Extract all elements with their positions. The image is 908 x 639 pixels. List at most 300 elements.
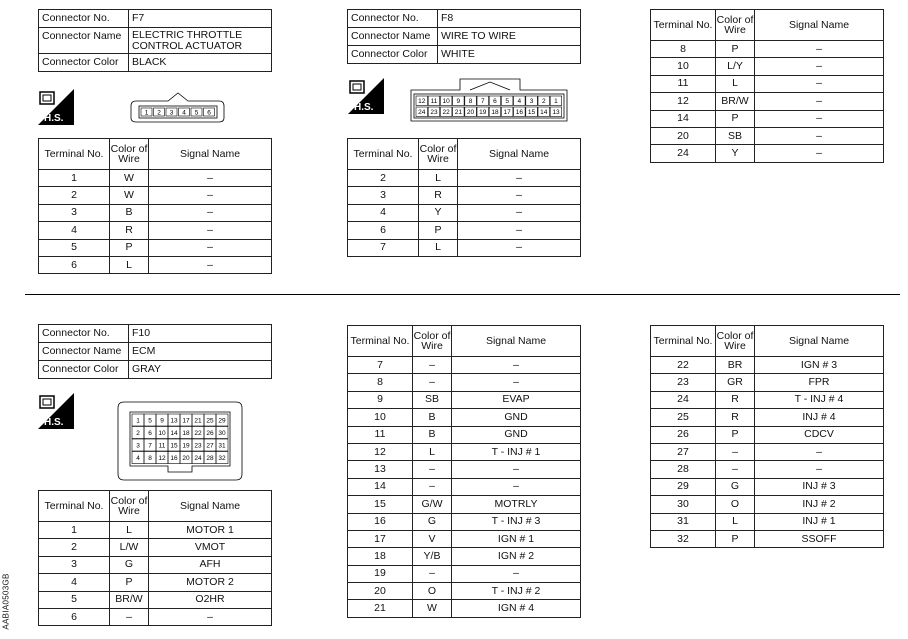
f8-connector-name: WIRE TO WIRE [438, 28, 581, 46]
table-row [348, 239, 581, 256]
table-row [651, 41, 884, 58]
wire-color-cell: P [716, 41, 755, 58]
terminal-no-cell: 19 [348, 565, 413, 582]
wire-color-cell: P [716, 530, 755, 547]
terminal-no-cell: 4 [39, 574, 110, 591]
f8-connector-face [410, 76, 568, 127]
header-terminal-no: Terminal No. [348, 326, 413, 357]
pin-number: 3 [136, 442, 140, 450]
figure-code: AABIA0503GB [1, 573, 11, 630]
pin-number: 31 [218, 442, 226, 450]
signal-name-cell: O2HR [149, 591, 272, 608]
wire-color-cell: Y/B [413, 548, 452, 565]
pin-number: 4 [517, 98, 522, 106]
signal-name-cell: – [755, 443, 884, 460]
terminal-no-cell: 2 [348, 170, 419, 187]
table-row [39, 239, 272, 256]
signal-name-cell: – [458, 204, 581, 221]
terminal-no-cell: 27 [651, 443, 716, 460]
pin-number: 4 [182, 109, 186, 117]
wire-color-cell: L [110, 522, 149, 539]
terminal-no-cell: 13 [348, 461, 413, 478]
header-terminal-no: Terminal No. [39, 139, 110, 170]
pin-number: 16 [170, 454, 178, 462]
table-row [348, 426, 581, 443]
table-row [651, 391, 884, 408]
signal-name-cell: SSOFF [755, 530, 884, 547]
signal-name-cell: IGN # 4 [452, 600, 581, 617]
pin-number: 16 [515, 109, 523, 117]
header-color-of-wire: Color of Wire [716, 326, 755, 357]
signal-name-cell: T - INJ # 3 [452, 513, 581, 530]
signal-name-cell: IGN # 1 [452, 530, 581, 547]
pin-number: 32 [218, 454, 226, 462]
signal-name-cell: – [458, 187, 581, 204]
signal-name-cell: – [755, 75, 884, 92]
signal-name-cell: – [755, 93, 884, 110]
terminal-no-cell: 21 [348, 600, 413, 617]
terminal-no-cell: 29 [651, 478, 716, 495]
signal-name-cell: FPR [755, 374, 884, 391]
signal-name-cell: AFH [149, 556, 272, 573]
header-terminal-no: Terminal No. [39, 491, 110, 522]
f10-terminal-table-1 [38, 490, 272, 626]
table-row [651, 127, 884, 144]
terminal-no-cell: 10 [651, 58, 716, 75]
table-row [348, 513, 581, 530]
terminal-no-cell: 2 [39, 539, 110, 556]
signal-name-cell: – [149, 222, 272, 239]
pin-number: 9 [160, 417, 164, 425]
wire-color-cell: – [716, 461, 755, 478]
signal-name-cell: T - INJ # 4 [755, 391, 884, 408]
table-row [39, 539, 272, 556]
table-row [651, 496, 884, 513]
signal-name-cell: T - INJ # 2 [452, 583, 581, 600]
terminal-no-cell: 3 [39, 556, 110, 573]
terminal-no-cell: 8 [348, 374, 413, 391]
pin-number: 7 [148, 442, 152, 450]
wire-color-cell: L [419, 170, 458, 187]
header-terminal-no: Terminal No. [651, 10, 716, 41]
signal-name-cell: GND [452, 426, 581, 443]
signal-name-cell: VMOT [149, 539, 272, 556]
table-row [348, 222, 581, 239]
signal-name-cell: – [149, 608, 272, 625]
wire-color-cell: L [413, 443, 452, 460]
pin-number: 11 [158, 442, 166, 450]
wire-color-cell: B [110, 204, 149, 221]
table-row [39, 591, 272, 608]
table-row [348, 583, 581, 600]
wire-color-cell: – [413, 478, 452, 495]
f10-terminal-table-2 [347, 325, 581, 618]
table-row [651, 357, 884, 374]
signal-name-cell: INJ # 4 [755, 409, 884, 426]
table-row [651, 145, 884, 162]
label-connector-name: Connector Name [348, 28, 438, 46]
terminal-no-cell: 18 [348, 548, 413, 565]
terminal-no-cell: 31 [651, 513, 716, 530]
wire-color-cell: L/Y [716, 58, 755, 75]
pin-number: 9 [456, 98, 461, 106]
f7-connector-name: ELECTRIC THROTTLE CONTROL ACTUATOR [129, 28, 272, 54]
table-row [651, 426, 884, 443]
f8-connector-no: F8 [438, 10, 581, 28]
wire-color-cell: L [110, 256, 149, 273]
pin-number: 7 [480, 98, 485, 106]
label-connector-color: Connector Color [39, 54, 129, 72]
pin-number: 13 [170, 417, 178, 425]
pin-number: 6 [207, 109, 211, 117]
wire-color-cell: G/W [413, 496, 452, 513]
header-terminal-no: Terminal No. [348, 139, 419, 170]
wire-color-cell: BR [716, 357, 755, 374]
connector-info-f8 [347, 9, 581, 64]
wire-color-cell: G [716, 478, 755, 495]
pin-number: 3 [169, 109, 174, 117]
section-divider [25, 294, 900, 295]
wire-color-cell: P [110, 239, 149, 256]
f7-connector-no: F7 [129, 10, 272, 28]
pin-number: 2 [157, 109, 161, 117]
wire-color-cell: P [110, 574, 149, 591]
wire-color-cell: L [419, 239, 458, 256]
table-row [651, 58, 884, 75]
signal-name-cell: EVAP [452, 391, 581, 408]
header-color-of-wire: Color of Wire [419, 139, 458, 170]
wire-color-cell: SB [716, 127, 755, 144]
terminal-no-cell: 7 [348, 357, 413, 374]
label-connector-no: Connector No. [348, 10, 438, 28]
table-row [348, 391, 581, 408]
terminal-no-cell: 6 [348, 222, 419, 239]
terminal-no-cell: 6 [39, 608, 110, 625]
pin-number: 23 [430, 109, 438, 117]
table-row [348, 374, 581, 391]
svg-text:H.S.: H.S. [354, 102, 374, 113]
wire-color-cell: SB [413, 391, 452, 408]
pin-number: 2 [541, 98, 546, 106]
f8-connector-color: WHITE [438, 46, 581, 64]
pin-number: 20 [182, 454, 190, 462]
signal-name-cell: – [755, 41, 884, 58]
pin-number: 17 [503, 109, 511, 117]
table-row [39, 556, 272, 573]
table-row [348, 187, 581, 204]
signal-name-cell: INJ # 3 [755, 478, 884, 495]
signal-name-cell: – [149, 187, 272, 204]
signal-name-cell: INJ # 2 [755, 496, 884, 513]
terminal-no-cell: 5 [39, 239, 110, 256]
wire-color-cell: O [716, 496, 755, 513]
wire-color-cell: BR/W [110, 591, 149, 608]
pin-number: 8 [148, 454, 152, 462]
table-row [348, 478, 581, 495]
signal-name-cell: – [149, 204, 272, 221]
wire-color-cell: – [413, 565, 452, 582]
wire-color-cell: L [716, 75, 755, 92]
signal-name-cell: – [458, 170, 581, 187]
f7-connector-color: BLACK [129, 54, 272, 72]
terminal-no-cell: 11 [348, 426, 413, 443]
table-row [348, 496, 581, 513]
table-row [651, 75, 884, 92]
terminal-no-cell: 6 [39, 256, 110, 273]
signal-name-cell: – [755, 145, 884, 162]
pin-number: 24 [194, 454, 202, 462]
header-color-of-wire: Color of Wire [413, 326, 452, 357]
pin-number: 5 [148, 417, 152, 425]
pin-number: 15 [527, 109, 536, 117]
terminal-no-cell: 4 [39, 222, 110, 239]
wire-color-cell: R [716, 409, 755, 426]
table-row [39, 608, 272, 625]
wire-color-cell: GR [716, 374, 755, 391]
wire-color-cell: R [716, 391, 755, 408]
pin-number: 22 [442, 109, 450, 117]
terminal-no-cell: 3 [39, 204, 110, 221]
wire-color-cell: P [419, 222, 458, 239]
signal-name-cell: T - INJ # 1 [452, 443, 581, 460]
table-row [348, 443, 581, 460]
terminal-no-cell: 5 [39, 591, 110, 608]
signal-name-cell: MOTRLY [452, 496, 581, 513]
signal-name-cell: – [452, 357, 581, 374]
wire-color-cell: O [413, 583, 452, 600]
terminal-no-cell: 4 [348, 204, 419, 221]
header-color-of-wire: Color of Wire [110, 139, 149, 170]
pin-number: 21 [454, 109, 462, 117]
table-row [348, 170, 581, 187]
table-row [39, 204, 272, 221]
pin-number: 5 [505, 98, 509, 106]
header-signal-name: Signal Name [452, 326, 581, 357]
terminal-no-cell: 17 [348, 530, 413, 547]
pin-number: 19 [479, 109, 487, 117]
signal-name-cell: – [452, 478, 581, 495]
pin-number: 1 [554, 98, 558, 106]
terminal-no-cell: 22 [651, 357, 716, 374]
terminal-no-cell: 16 [348, 513, 413, 530]
pin-number: 11 [430, 98, 438, 106]
pin-number: 13 [552, 109, 560, 117]
signal-name-cell: IGN # 3 [755, 357, 884, 374]
header-color-of-wire: Color of Wire [716, 10, 755, 41]
table-row [348, 409, 581, 426]
wire-color-cell: W [413, 600, 452, 617]
wire-color-cell: P [716, 110, 755, 127]
terminal-no-cell: 11 [651, 75, 716, 92]
f10-connector-color: GRAY [129, 361, 272, 379]
signal-name-cell: MOTOR 1 [149, 522, 272, 539]
signal-name-cell: – [755, 58, 884, 75]
pin-number: 20 [466, 109, 475, 117]
pin-number: 10 [442, 98, 450, 106]
wire-color-cell: G [110, 556, 149, 573]
pin-number: 12 [418, 98, 426, 106]
terminal-no-cell: 26 [651, 426, 716, 443]
terminal-no-cell: 12 [651, 93, 716, 110]
header-color-of-wire: Color of Wire [110, 491, 149, 522]
table-row [651, 443, 884, 460]
table-row [348, 530, 581, 547]
table-row [348, 204, 581, 221]
wire-color-cell: – [413, 461, 452, 478]
table-row [39, 574, 272, 591]
terminal-no-cell: 14 [348, 478, 413, 495]
terminal-no-cell: 8 [651, 41, 716, 58]
pin-number: 8 [468, 98, 473, 106]
pin-number: 14 [170, 429, 178, 437]
table-row [651, 110, 884, 127]
table-row [39, 256, 272, 273]
pin-number: 6 [493, 98, 497, 106]
wire-color-cell: W [110, 170, 149, 187]
terminal-no-cell: 24 [651, 391, 716, 408]
signal-name-cell: – [458, 222, 581, 239]
signal-name-cell: – [149, 239, 272, 256]
terminal-no-cell: 15 [348, 496, 413, 513]
terminal-no-cell: 24 [651, 145, 716, 162]
pin-number: 26 [206, 429, 214, 437]
pin-number: 14 [540, 109, 548, 117]
pin-number: 12 [158, 454, 166, 462]
pin-number: 25 [206, 417, 214, 425]
terminal-no-cell: 7 [348, 239, 419, 256]
signal-name-cell: – [452, 374, 581, 391]
hs-icon [38, 393, 74, 434]
pin-number: 19 [182, 442, 190, 450]
terminal-no-cell: 10 [348, 409, 413, 426]
hs-icon [38, 89, 74, 130]
pin-number: 30 [218, 429, 226, 437]
header-signal-name: Signal Name [755, 10, 884, 41]
label-connector-no: Connector No. [39, 325, 129, 343]
f8-terminal-table-2 [650, 9, 884, 163]
f8-terminal-table [347, 138, 581, 257]
signal-name-cell: – [755, 110, 884, 127]
wire-color-cell: – [413, 357, 452, 374]
pin-number: 21 [194, 417, 202, 425]
header-terminal-no: Terminal No. [651, 326, 716, 357]
f10-terminal-table-3 [650, 325, 884, 548]
table-row [348, 461, 581, 478]
header-signal-name: Signal Name [149, 139, 272, 170]
terminal-no-cell: 3 [348, 187, 419, 204]
pin-number: 23 [194, 442, 202, 450]
wire-color-cell: L/W [110, 539, 149, 556]
table-row [39, 522, 272, 539]
pin-number: 22 [194, 429, 202, 437]
terminal-no-cell: 20 [651, 127, 716, 144]
table-row [348, 565, 581, 582]
pin-number: 17 [182, 417, 190, 425]
terminal-no-cell: 12 [348, 443, 413, 460]
pin-number: 1 [144, 109, 149, 117]
table-row [39, 222, 272, 239]
table-row [39, 170, 272, 187]
label-connector-color: Connector Color [39, 361, 129, 379]
table-row [348, 357, 581, 374]
wire-color-cell: R [110, 222, 149, 239]
hs-icon [348, 78, 384, 119]
wire-color-cell: V [413, 530, 452, 547]
terminal-no-cell: 9 [348, 391, 413, 408]
pin-number: 4 [136, 454, 140, 462]
wire-color-cell: B [413, 426, 452, 443]
signal-name-cell: GND [452, 409, 581, 426]
terminal-no-cell: 32 [651, 530, 716, 547]
connector-info-f10 [38, 324, 272, 379]
table-row [651, 374, 884, 391]
pin-number: 6 [148, 429, 152, 437]
signal-name-cell: – [755, 461, 884, 478]
header-signal-name: Signal Name [149, 491, 272, 522]
table-row [39, 187, 272, 204]
table-row [651, 513, 884, 530]
svg-text:H.S.: H.S. [44, 417, 64, 428]
pin-number: 1 [136, 417, 140, 425]
table-row [651, 93, 884, 110]
signal-name-cell: – [755, 127, 884, 144]
f7-connector-face [130, 91, 225, 128]
wire-color-cell: Y [716, 145, 755, 162]
terminal-no-cell: 23 [651, 374, 716, 391]
f10-connector-name: ECM [129, 343, 272, 361]
signal-name-cell: – [452, 461, 581, 478]
signal-name-cell: CDCV [755, 426, 884, 443]
signal-name-cell: IGN # 2 [452, 548, 581, 565]
label-connector-name: Connector Name [39, 28, 129, 54]
label-connector-name: Connector Name [39, 343, 129, 361]
terminal-no-cell: 2 [39, 187, 110, 204]
table-row [348, 548, 581, 565]
signal-name-cell: – [452, 565, 581, 582]
f10-connector-no: F10 [129, 325, 272, 343]
pin-number: 3 [529, 98, 534, 106]
wire-color-cell: B [413, 409, 452, 426]
wire-color-cell: P [716, 426, 755, 443]
wire-color-cell: L [716, 513, 755, 530]
wire-color-cell: – [413, 374, 452, 391]
terminal-no-cell: 1 [39, 522, 110, 539]
terminal-no-cell: 25 [651, 409, 716, 426]
table-row [651, 409, 884, 426]
terminal-no-cell: 20 [348, 583, 413, 600]
wire-color-cell: – [716, 443, 755, 460]
terminal-no-cell: 28 [651, 461, 716, 478]
pin-number: 15 [170, 442, 178, 450]
header-signal-name: Signal Name [458, 139, 581, 170]
label-connector-color: Connector Color [348, 46, 438, 64]
wire-color-cell: R [419, 187, 458, 204]
signal-name-cell: – [149, 170, 272, 187]
label-connector-no: Connector No. [39, 10, 129, 28]
terminal-no-cell: 14 [651, 110, 716, 127]
wire-color-cell: Y [419, 204, 458, 221]
wire-color-cell: G [413, 513, 452, 530]
pin-number: 5 [194, 109, 199, 117]
signal-name-cell: MOTOR 2 [149, 574, 272, 591]
pin-number: 18 [182, 429, 190, 437]
connector-info-f7 [38, 9, 272, 72]
f10-connector-face [116, 400, 244, 487]
pin-number: 28 [206, 454, 214, 462]
wire-color-cell: W [110, 187, 149, 204]
wire-color-cell: – [110, 608, 149, 625]
table-row [348, 600, 581, 617]
